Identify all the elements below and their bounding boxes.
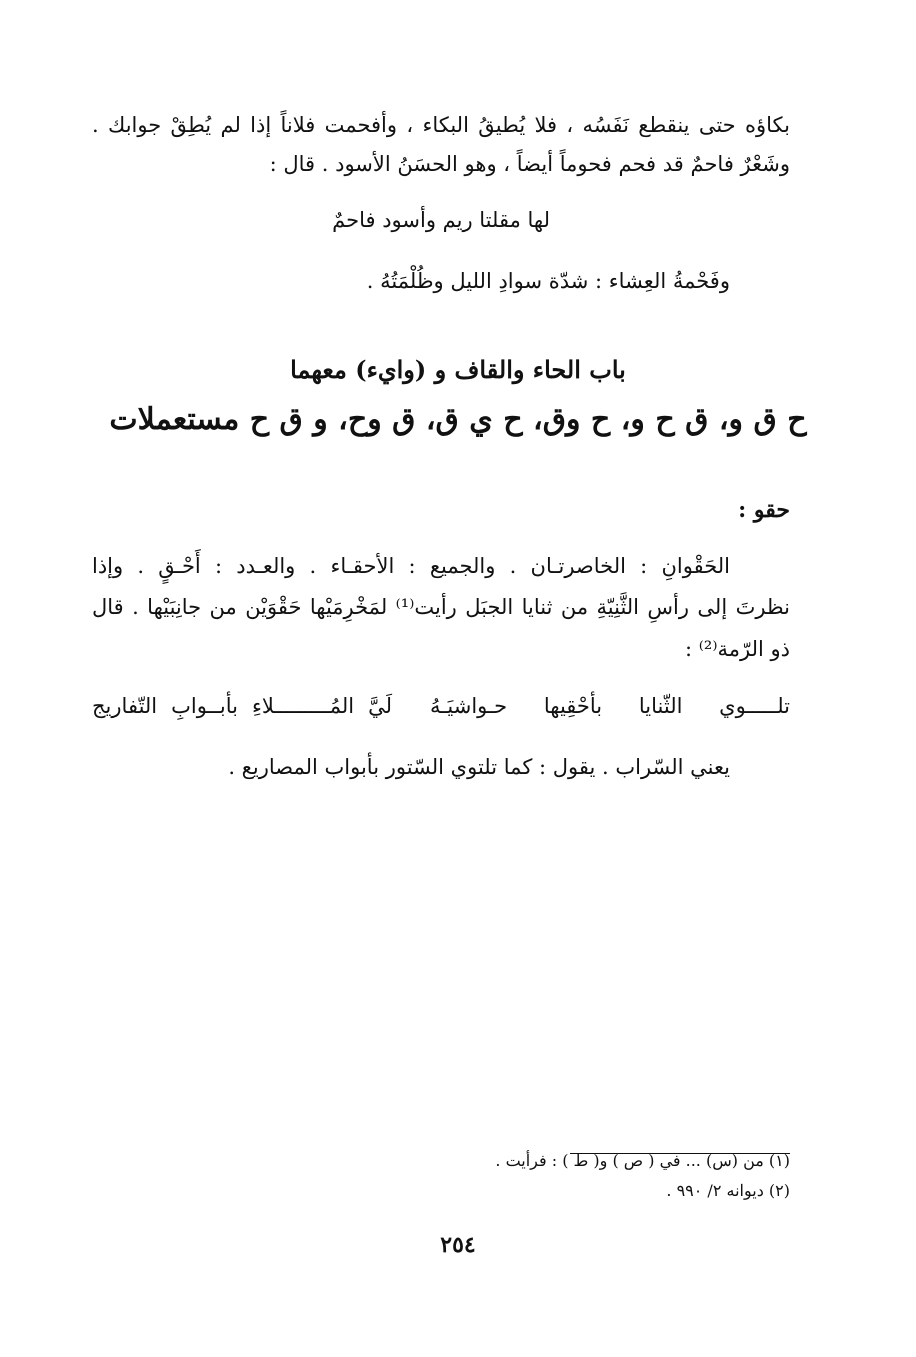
text-line: وشَعْرٌ فاحمٌ قد فحم فحوماً أيضاً ، وهو الحسَنُ الأسود . قال : xyxy=(269,152,790,176)
section-subtitle: ح ق و، ق ح و، ح وق، ح ي ق، ق وح، و ق ح مستعملات xyxy=(109,402,807,437)
text-line: الحَقْوانِ : الخاصرتـان . والجميع : الأحقـاء . والعـدد : أَحْـقٍ . وإذا xyxy=(92,554,730,578)
verse-line: لها مقلتا ريم وأسود فاحمٌ xyxy=(332,208,550,232)
text-line: وفَحْمةُ العِشاء : شدّة سوادِ الليل وظُلْمَتُهُ . xyxy=(366,269,730,293)
footnote: (١) من (س) ... في ( ص ) و( ط ) : فرأيت . xyxy=(495,1151,790,1170)
page-number: ٢٥٤ xyxy=(440,1232,476,1258)
section-title: باب الحاء والقاف و (وايء) معهما xyxy=(290,355,626,384)
verse-first-half: تلـــــوي الثّنايا بأحْقِيها حـواشيَـهُ xyxy=(430,694,790,718)
verse-second-half: لَيَّ المُـــــــــلاءِ بأبــوابِ التّفاريج xyxy=(92,694,392,718)
entry-headword: حقو : xyxy=(738,497,790,523)
text-line: يعني السّراب . يقول : كما تلتوي السّتور بأبواب المصاريع . xyxy=(228,755,730,779)
footnote: (٢) ديوانه ٢/ ٩٩٠ . xyxy=(666,1181,790,1200)
text-line: نظرتَ إلى رأسِ الثَّنِيّةِ من ثنايا الجبَل رأيت⁽¹⁾ لمَخْرِمَيْها حَقْوَيْن من جانِبَيْها . قال xyxy=(92,595,790,619)
text-line: بكاؤه حتى ينقطع نَفَسُه ، فلا يُطيقُ البكاء ، وأفحمت فلاناً إذا لم يُطِقْ جوابك . xyxy=(92,113,790,137)
text-line: ذو الرّمة⁽²⁾ : xyxy=(685,637,790,661)
